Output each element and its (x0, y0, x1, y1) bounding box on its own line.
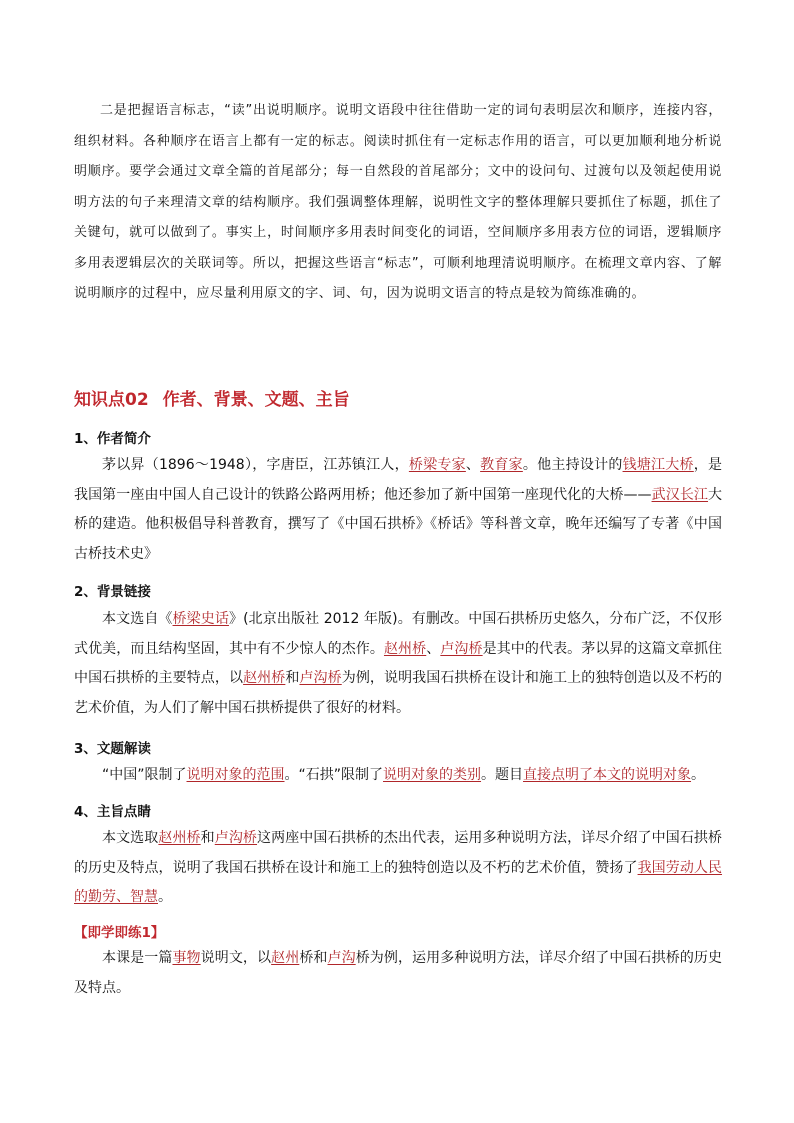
intro-paragraph: 二是把握语言标志，“读”出说明顺序。说明文语段中往往借助一定的词句表明层次和顺序，连接内容，组织材料。各种顺序在语言上都有一定的标志。阅读时抓住有一定标志作用的语言，可以更加顺利地分析说明顺序。要学会通过文章全篇的首尾部分；每一自然段的首尾部分；文中的设问句、过渡句以及领起使用说明方法的句子来理清文章的结构顺序。我们强调整体理解，说明性文字的整体理解只要抓住了标题，抓住了关键句，就可以做到了。事实上，时间顺序多用表时间变化的词语，空间顺序多用表方位的词语，逻辑顺序多用表逻辑层次的关联词等。所以，把握这些语言“标志”，可顺利地理清说明顺序。在梳理文章内容、了解说明顺序的过程中，应尽量利用原文的字、词、句，因为说明文语言的特点是较为简练准确的。 (74, 103, 722, 301)
underlined-term: 桥梁史话 (172, 611, 229, 627)
text-run: ，是我国第一座由中国人自己设计的铁路公路两用桥；他还参加了新中国第一座现代化的大桥—— (74, 457, 723, 503)
underlined-term: 说明对象的类别 (383, 767, 482, 783)
underlined-term: 赵州桥 (243, 670, 286, 686)
text-run: 》(北京出版社 2012 年版)。有删改。中国石拱桥历史悠久，分布广泛，不仅形式优美，而且结构坚固，其中有不少惊人的杰作。 (74, 611, 723, 657)
practice-heading: 【即学即练1】 (74, 925, 165, 941)
text-run: 桥为例，运用多种说明方法，详尽介绍了中国石拱桥的历史及特点。 (74, 950, 723, 996)
text-run: 这两座中国石拱桥的杰出代表，运用多种说明方法，详尽介绍了中国石拱桥的历史及特点，说明了我国石拱桥在设计和施工上的独特创造以及不朽的艺术价值，赞扬了 (74, 830, 723, 876)
title-reading-paragraph (74, 761, 722, 791)
theme-paragraph (74, 824, 722, 913)
text-run: 。他主持设计的 (522, 457, 623, 473)
underlined-term: 教育家 (480, 457, 523, 473)
section-heading (74, 385, 350, 410)
text-run: 大桥的建造。他积极倡导科普教育，撰写了《中国石拱桥》《桥话》等科普文章，晚年还编写了专著《中国古桥技术史》 (74, 486, 723, 562)
text-run: 。 (691, 767, 706, 783)
author-paragraph (74, 451, 722, 569)
text-run: 、 (426, 640, 441, 657)
text-run: 和 (285, 670, 300, 686)
underlined-term: 卢沟桥 (299, 670, 342, 686)
underlined-term: 我国劳动人民的勤劳、智慧 (74, 859, 723, 905)
text-run: “中国”限制了 (102, 767, 187, 783)
section-title: 作者、背景、文题、主旨 (162, 390, 350, 410)
text-run: 和 (200, 830, 215, 846)
underlined-term: 武汉长江 (651, 486, 709, 503)
text-run: 。“石拱”限制了 (284, 767, 384, 783)
text-run: 、 (465, 457, 481, 473)
text-run: 茅以昇（1896～1948），字唐臣，江苏镇江人， (102, 457, 409, 473)
practice-paragraph (74, 944, 722, 1003)
underlined-term: 事物 (172, 950, 201, 966)
text-run: 本文选取 (102, 830, 159, 846)
underlined-term: 卢沟 (327, 950, 356, 966)
background-heading: 2、背景链接 (74, 584, 151, 600)
text-run: 说明文，以 (200, 950, 272, 966)
underlined-term: 赵州桥 (383, 640, 427, 657)
section-number: 知识点02 (74, 390, 149, 410)
text-run: 。 (158, 889, 172, 905)
text-run: 本课是一篇 (102, 950, 173, 966)
underlined-term: 钱塘江大桥 (622, 457, 694, 473)
background-paragraph (74, 605, 722, 723)
text-run: 为例，说明我国石拱桥在设计和施工上的独特创造以及不朽的艺术价值，为人们了解中国石拱桥提供了很好的材料。 (74, 670, 723, 716)
text-run: 。题目 (481, 767, 524, 783)
text-run: 桥和 (299, 950, 328, 966)
underlined-term: 直接点明了本文的说明对象 (523, 767, 692, 783)
title-reading-heading: 3、文题解读 (74, 741, 151, 757)
intro-block (74, 96, 722, 310)
underlined-term: 说明对象的范围 (186, 767, 285, 783)
underlined-term: 赵州 (271, 950, 300, 966)
underlined-term: 卢沟桥 (214, 830, 258, 846)
text-run: 本文选自《 (102, 611, 173, 627)
underlined-term: 桥梁专家 (408, 457, 466, 473)
underlined-term: 卢沟桥 (440, 640, 483, 657)
text-run: 是其中的代表。茅以昇的这篇文章抓住中国石拱桥的主要特点，以 (74, 640, 723, 686)
theme-heading: 4、主旨点睛 (74, 804, 151, 820)
underlined-term: 赵州桥 (158, 830, 201, 846)
author-heading: 1、作者简介 (74, 431, 151, 447)
